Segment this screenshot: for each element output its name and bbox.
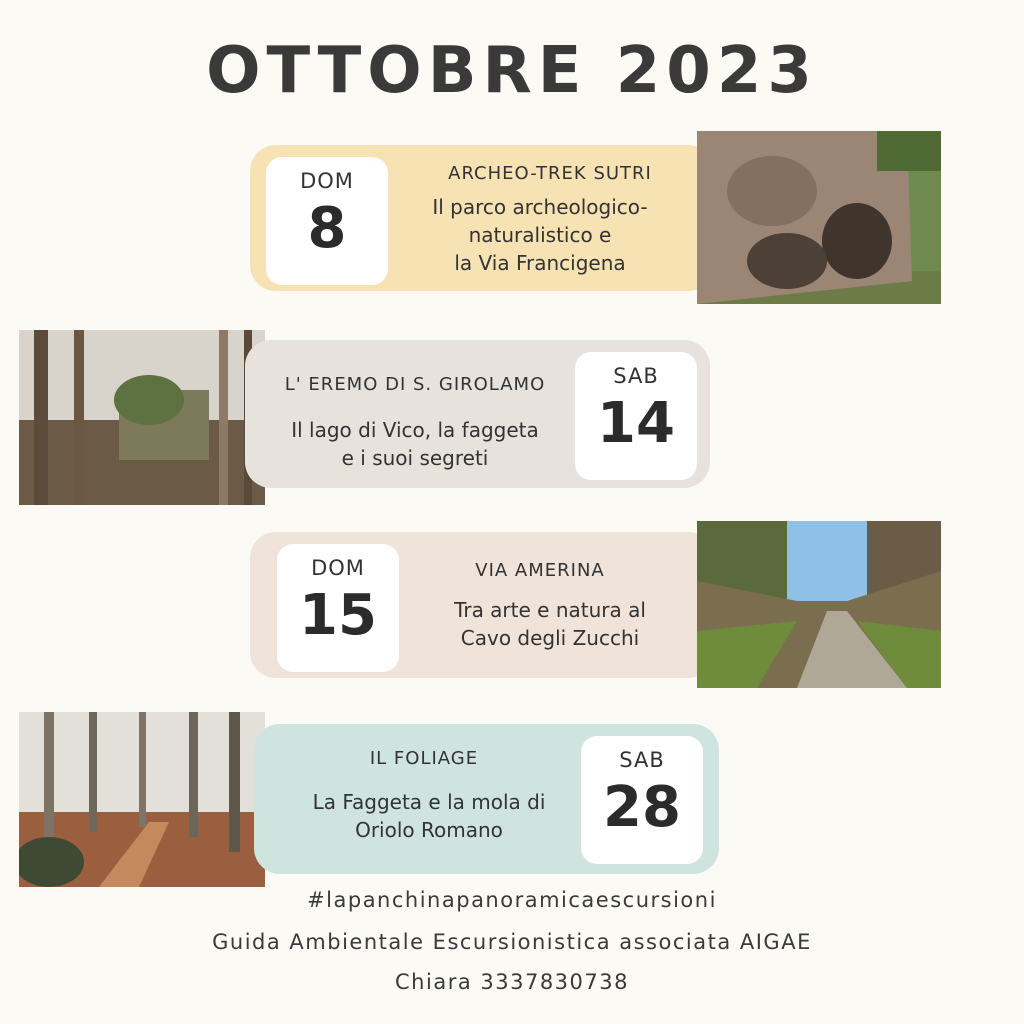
event-subtitle-line: la Via Francigena [454,251,626,275]
event-subtitle-line: Oriolo Romano [355,818,503,842]
event-subtitle-line: Il parco archeologico- [432,195,648,219]
event-subtitle-line: La Faggeta e la mola di [312,790,546,814]
event-card-1[interactable] [250,145,714,291]
event-weekday: DOM [300,169,354,193]
event-title: VIA AMERINA [475,560,605,581]
event-weekday: SAB [613,364,659,388]
roman-road-photo [697,521,941,688]
rock-tombs-photo [697,131,941,304]
event-weekday: SAB [619,748,665,772]
footer-hashtag[interactable]: #lapanchinapanoramicaescursioni [307,888,717,912]
event-day: 8 [307,196,347,261]
footer-contact[interactable]: Chiara 3337830738 [395,970,629,994]
event-day: 15 [299,583,377,648]
event-date-box [575,352,697,480]
event-subtitle-line: Cavo degli Zucchi [460,626,640,650]
event-subtitle-line: naturalistico e [468,223,612,247]
event-card-2[interactable] [245,340,710,488]
hermitage-forest-photo [19,330,265,505]
event-day: 28 [603,775,681,840]
event-weekday: DOM [311,556,365,580]
beech-forest-photo [19,712,265,887]
event-subtitle-line: e i suoi segreti [341,446,489,470]
page-title: OTTOBRE 2023 [206,34,818,108]
event-title: IL FOLIAGE [369,748,479,769]
event-date-box [277,544,399,672]
event-card-4[interactable] [254,724,719,874]
event-subtitle [255,416,575,472]
event-subtitle [390,193,690,277]
event-subtitle [410,596,690,652]
event-subtitle-line: Tra arte e natura al [454,598,646,622]
footer-guide: Guida Ambientale Escursionistica associata AIGAE [212,930,812,954]
event-date-box [266,157,388,285]
event-card-3[interactable] [250,532,714,678]
event-subtitle [269,788,589,844]
event-date-box [581,736,703,864]
event-subtitle-line: Il lago di Vico, la faggeta [291,418,539,442]
event-title: ARCHEO-TREK SUTRI [448,163,652,184]
event-title: L' EREMO DI S. GIROLAMO [284,374,546,395]
event-day: 14 [597,391,675,456]
